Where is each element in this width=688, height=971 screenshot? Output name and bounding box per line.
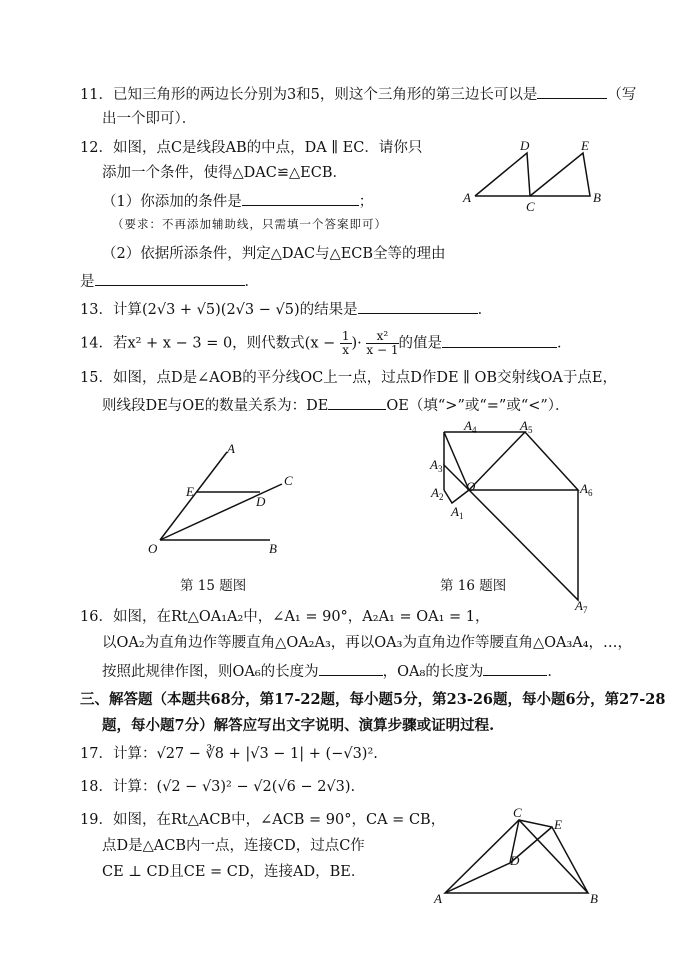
label-a: A bbox=[463, 190, 471, 205]
label-c: C bbox=[284, 473, 293, 488]
q12-figure bbox=[460, 138, 610, 218]
triangle-ecb bbox=[475, 153, 590, 196]
q14-fraction-1: $\frac{1}{x}$ bbox=[341, 329, 350, 357]
label-c: C bbox=[513, 805, 522, 820]
label-a: A bbox=[434, 891, 442, 906]
q12-reason-blank[interactable] bbox=[95, 270, 245, 286]
q19-figure bbox=[430, 805, 610, 905]
label-d: D bbox=[510, 853, 520, 868]
label-a4: $A_4$ bbox=[464, 418, 477, 435]
q12-line1: 12．如图，点C是线段AB的中点，DA ∥ EC．请你只 bbox=[80, 140, 423, 156]
label-o: O bbox=[466, 479, 476, 494]
q14-line: 14．若x² + x − 3 = 0，则代数式(x − $\frac{1}{x}$ )· $\frac{\text{x²}}{x - 1}$ 的值是 ． bbox=[80, 329, 572, 357]
q19-line3: CE ⊥ CD且CE = CD，连接AD，BE． bbox=[102, 864, 366, 880]
label-a7: $A_7$ bbox=[575, 598, 588, 615]
q12-line4: （2）依据所添条件，判定△DAC与△ECB全等的理由 bbox=[102, 246, 446, 262]
section3-heading-line2: 题，每小题7分）解答应写出文字说明、演算步骤或证明过程. bbox=[102, 717, 495, 734]
q19-line2: 点D是△ACB内一点，连接CD，过点C作 bbox=[102, 838, 365, 854]
q16-line2: 以OA₂为直角边作等腰直角△OA₂A₃，再以OA₃为直角边作等腰直角△OA₃A₄，…， bbox=[102, 635, 633, 651]
label-e: E bbox=[554, 817, 562, 832]
q12-line3: （1）你添加的条件是 ； bbox=[102, 190, 373, 212]
q12-line2: 添加一个条件，使得△DAC≌△ECB． bbox=[102, 165, 347, 181]
q19-line1: 19．如图，在Rt△ACB中，∠ACB = 90°，CA = CB， bbox=[80, 812, 446, 828]
q18-line: 18．计算：(√2 − √3)² − √2(√6 − 2√3). bbox=[80, 779, 356, 795]
q16-line1: 16．如图，在Rt△OA₁A₂中，∠A₁ = 90°，A₂A₁ = OA₁ = 1， bbox=[80, 609, 490, 625]
q15-figure bbox=[145, 440, 295, 560]
q16-oa8-blank[interactable] bbox=[483, 660, 547, 676]
q17-line: 17．计算：√27 − ∛8 + |√3 − 1| + (−√3)². bbox=[80, 746, 378, 762]
label-a: A bbox=[227, 441, 235, 456]
q12-note: （要求：不再添加辅助线，只需填一个答案即可） bbox=[112, 217, 387, 231]
q14-fraction-2: $\frac{\text{x²}}{x - 1}$ bbox=[366, 329, 399, 357]
label-a5: $A_5$ bbox=[520, 418, 533, 435]
q15-line1: 15．如图，点D是∠AOB的平分线OC上一点，过点D作DE ∥ OB交射线OA于点E， bbox=[80, 370, 617, 386]
label-a2: $A_2$ bbox=[431, 485, 444, 502]
q15-line2: 则线段DE与OE的数量关系为：DE OE（填“>”或“=”或“<”）． bbox=[102, 394, 570, 416]
label-o: O bbox=[148, 541, 158, 556]
triangle-dac bbox=[475, 153, 530, 196]
label-a6: $A_6$ bbox=[580, 481, 593, 498]
label-e: E bbox=[186, 484, 194, 499]
label-b: B bbox=[590, 891, 598, 906]
q14-answer-blank[interactable] bbox=[442, 332, 557, 348]
label-e: E bbox=[581, 138, 589, 153]
label-a3: $A_3$ bbox=[430, 457, 443, 474]
q15-caption: 第 15 题图 bbox=[180, 578, 247, 594]
q12-line5: 是 ． bbox=[80, 270, 259, 292]
q16-oa6-blank[interactable] bbox=[319, 660, 383, 676]
q11-line1: 11．已知三角形的两边长分别为3和5，则这个三角形的第三边长可以是 （写 bbox=[80, 83, 636, 105]
label-b: B bbox=[593, 190, 601, 205]
q16-line3: 按照此规律作图，则OA₆的长度为 ，OA₈的长度为 ． bbox=[102, 660, 562, 682]
section3-heading-line1: 三、解答题（本题共68分，第17-22题，每小题5分，第23-26题，每小题6分，第27-28 bbox=[80, 691, 666, 708]
label-d: D bbox=[256, 494, 266, 509]
label-c: C bbox=[526, 199, 535, 214]
q15-answer-blank[interactable] bbox=[328, 394, 386, 410]
label-a1: $A_1$ bbox=[451, 504, 464, 521]
q13-answer-blank[interactable] bbox=[358, 298, 478, 314]
label-b: B bbox=[269, 541, 277, 556]
q11-line2: 出一个即可）． bbox=[102, 111, 197, 127]
q12-condition-blank[interactable] bbox=[242, 190, 359, 206]
q16-caption: 第 16 题图 bbox=[440, 578, 507, 594]
label-d: D bbox=[520, 138, 530, 153]
q11-answer-blank[interactable] bbox=[537, 83, 607, 99]
q13-line: 13．计算(2√3 + √5)(2√3 − √5)的结果是 ． bbox=[80, 298, 492, 320]
